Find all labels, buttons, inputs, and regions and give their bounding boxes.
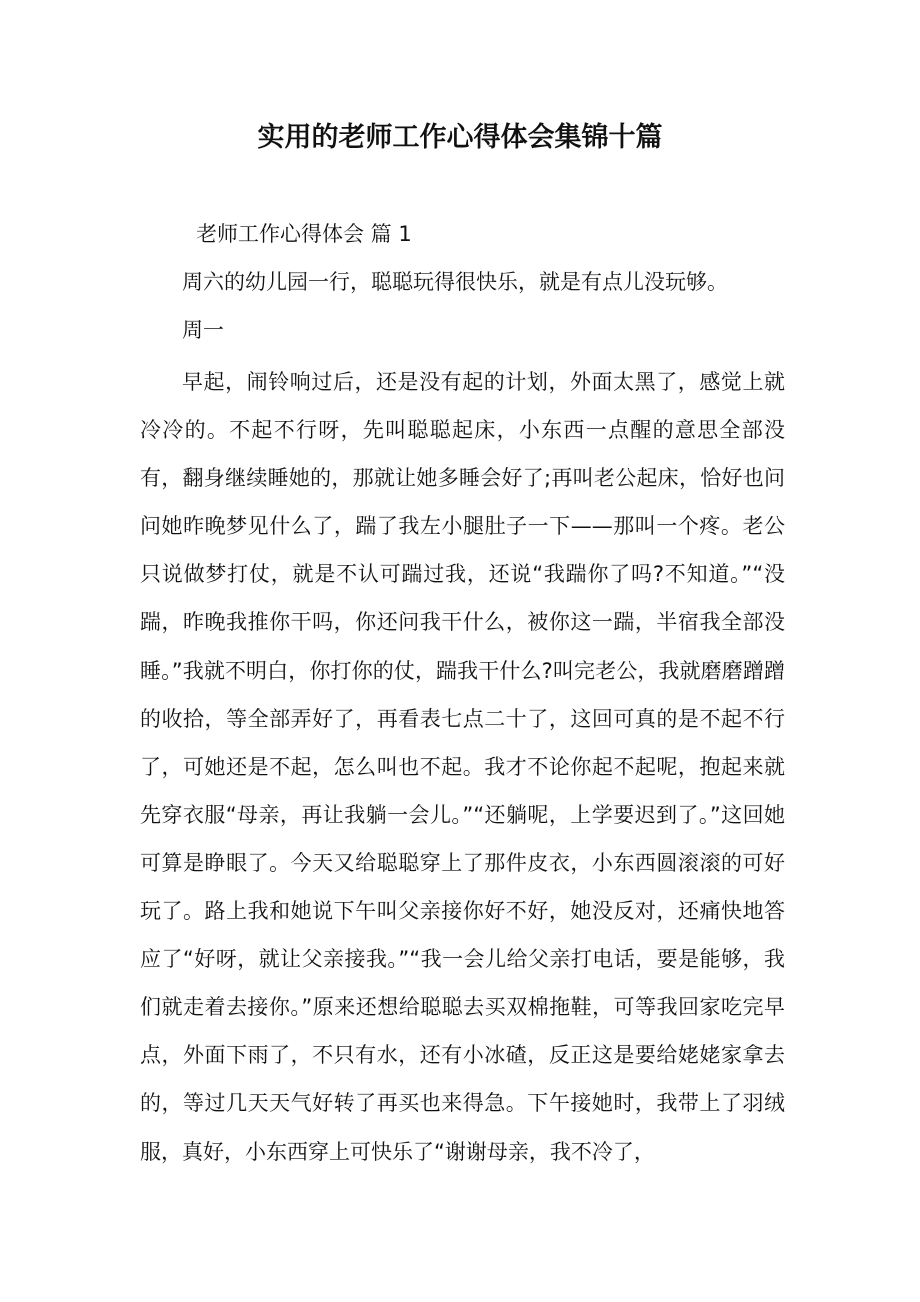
paragraph-body: 早起，闹铃响过后，还是没有起的计划，外面太黑了，感觉上就冷冷的。不起不行呀，先叫聪聪起床，小东西一点醒的意思全部没有，翻身继续睡她的，那就让她多睡会好了;再叫老公起床，恰好也问问她昨晚梦见什么了，踹了我左小腿肚子一下——那叫一个疼。老公只说做梦打仗，就是不认可踹过我，还说“我踹你了吗?不知道。”“没踹，昨晚我推你干吗，你还问我干什么，被你这一踹，半宿我全部没睡。”我就不明白，你打你的仗，踹我干什么?叫完老公，我就磨磨蹭蹭的收拾，等全部弄好了，再看表七点二十了，这回可真的是不起不行了，可她还是不起，怎么叫也不起。我才不论你起不起呢，抱起来就先穿衣服“母亲，再让我躺一会儿。”“还躺呢，上学要迟到了。”这回她可算是睁眼了。今天又给聪聪穿上了那件皮衣，小东西圆滚滚的可好玩了。路上我和她说下午叫父亲接你好不好，她没反对，还痛快地答应了“好呀，就让父亲接我。”“我一会儿给父亲打电话，要是能够，我们就走着去接你。”原来还想给聪聪去买双棉拖鞋，可等我回家吃完早点，外面下雨了，不只有水，还有小冰碴，反正这是要给姥姥家拿去的，等过几天天气好转了再买也来得急。下午接她时，我带上了羽绒服，真好，小东西穿上可快乐了“谢谢母亲，我不冷了， (140, 370, 785, 1164)
document-title: 实用的老师工作心得体会集锦十篇 (257, 122, 663, 153)
paragraph-day-label: 周一 (182, 318, 224, 342)
paragraph-intro: 周六的幼儿园一行，聪聪玩得很快乐，就是有点儿没玩够。 (182, 270, 728, 294)
section-heading: 老师工作心得体会 篇 1 (196, 222, 412, 246)
